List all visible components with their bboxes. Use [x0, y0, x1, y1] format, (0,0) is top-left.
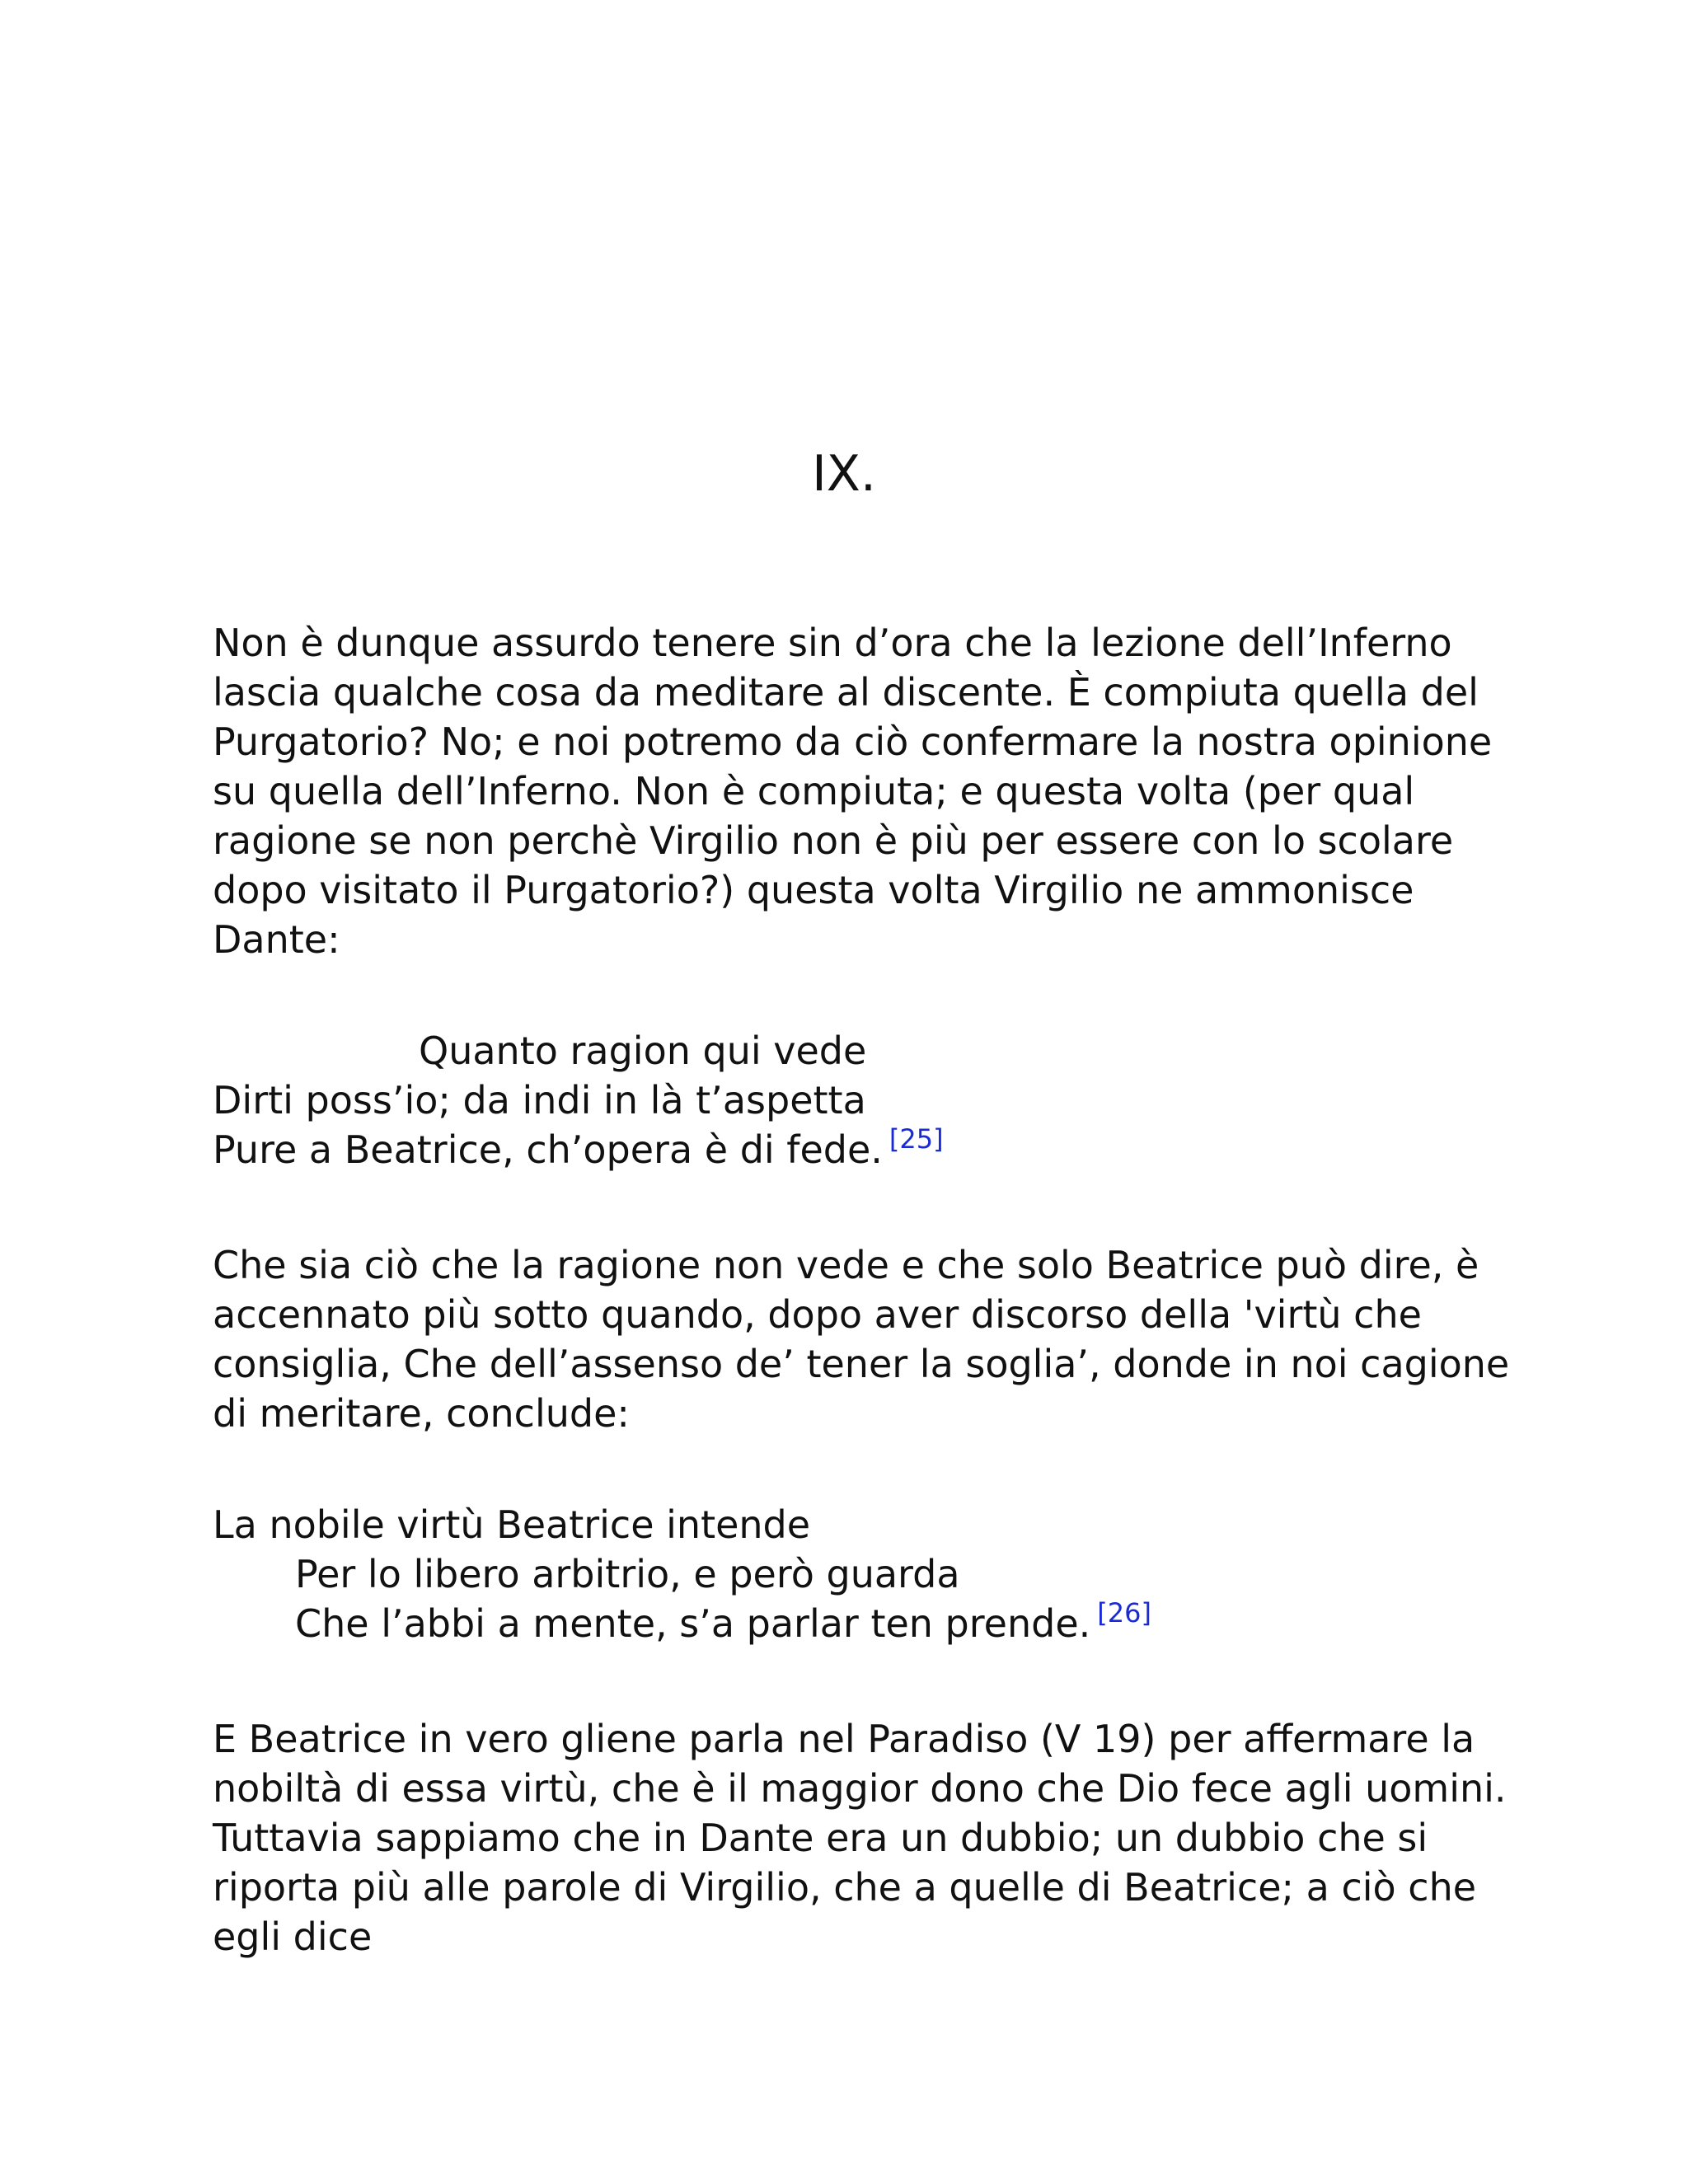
- paragraph-line: Purgatorio? No; e noi potremo da ciò confermare la nostra opinione: [213, 719, 1493, 764]
- paragraph-line: Che sia ciò che la ragione non vede e che solo Beatrice può dire, è: [213, 1243, 1479, 1287]
- paragraph-line: riporta più alle parole di Virgilio, che a quelle di Beatrice; a ciò che: [213, 1865, 1477, 1910]
- paragraph-line: di meritare, conclude:: [213, 1391, 630, 1436]
- verse-line-with-footnote: [213, 1125, 1498, 1174]
- verse-line-text: Pure a Beatrice, ch’opera è di fede.: [213, 1127, 883, 1172]
- paragraph-1: [213, 618, 1498, 964]
- paragraph-line: dopo visitato il Purgatorio?) questa volta Virgilio ne ammonisce: [213, 868, 1414, 912]
- verse-line: Per lo libero arbitrio, e però guarda: [295, 1552, 960, 1596]
- paragraph-line: accennato più sotto quando, dopo aver discorso della 'virtù che: [213, 1292, 1422, 1337]
- paragraph-line: ragione se non perchè Virgilio non è più per essere con lo scolare: [213, 818, 1454, 863]
- verse-line-text: Che l’abbi a mente, s’a parlar ten prende.: [295, 1601, 1091, 1646]
- verse-quote-1: [213, 1026, 1498, 1174]
- paragraph-line: nobiltà di essa virtù, che è il maggior dono che Dio fece agli uomini.: [213, 1766, 1507, 1811]
- footnote-link-26[interactable]: [26]: [1097, 1597, 1151, 1629]
- paragraph-2: [213, 1240, 1510, 1438]
- paragraph-line: Non è dunque assurdo tenere sin d’ora che la lezione dell’Inferno: [213, 621, 1452, 665]
- verse-line: Quanto ragion qui vede: [419, 1029, 867, 1073]
- paragraph-line: Dante:: [213, 917, 340, 962]
- paragraph-line: su quella dell’Inferno. Non è compiuta; e questa volta (per qual: [213, 769, 1415, 813]
- paragraph-line: egli dice: [213, 1915, 373, 1959]
- verse-line: La nobile virtù Beatrice intende: [213, 1502, 811, 1547]
- verse-line: Dirti poss’io; da indi in là t’aspetta: [213, 1078, 866, 1122]
- chapter-title: IX.: [812, 445, 876, 503]
- paragraph-line: consiglia, Che dell’assenso de’ tener la soglia’, donde in noi cagione: [213, 1342, 1510, 1386]
- paragraph-line: lascia qualche cosa da meditare al discente. È compiuta quella del: [213, 670, 1479, 715]
- paragraph-line: E Beatrice in vero gliene parla nel Paradiso (V 19) per affermare la: [213, 1717, 1475, 1761]
- verse-quote-2: [213, 1500, 1498, 1648]
- paragraph-3: [213, 1714, 1507, 1961]
- verse-line-with-footnote: [213, 1599, 1498, 1648]
- paragraph-line: Tuttavia sappiamo che in Dante era un dubbio; un dubbio che si: [213, 1816, 1428, 1860]
- footnote-link-25[interactable]: [25]: [889, 1123, 944, 1155]
